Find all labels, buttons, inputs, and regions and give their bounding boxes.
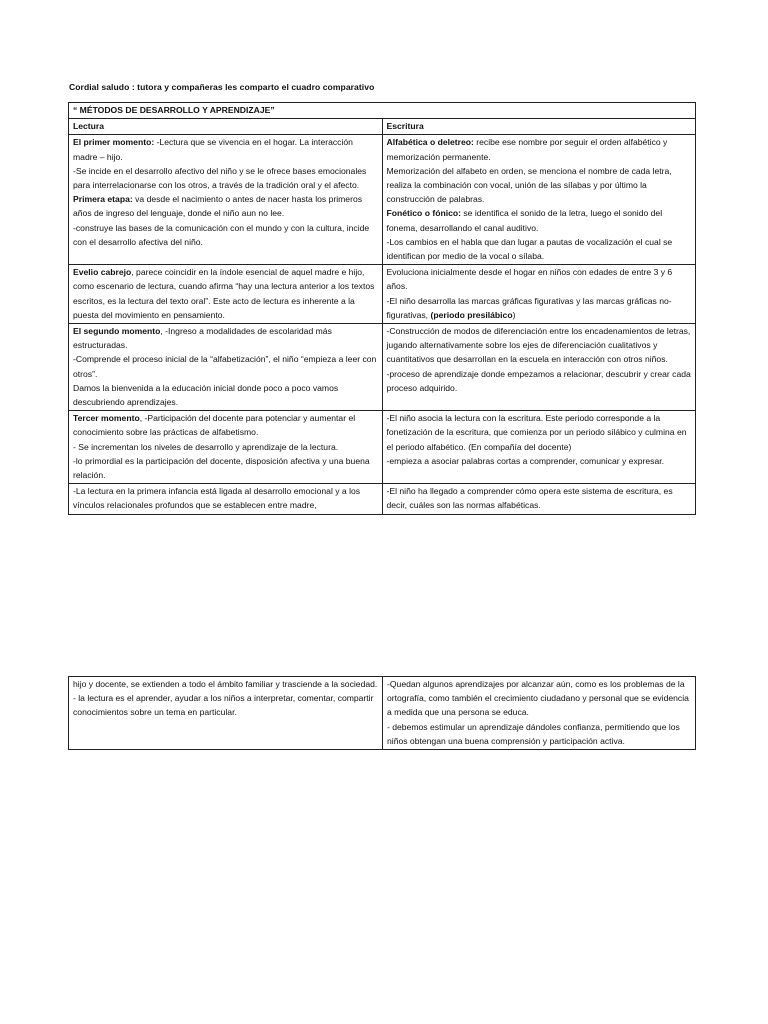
paragraph — [73, 352, 379, 380]
text: , -Participación del docente para potenciar y aumentar el conocimiento sobre las prácticas de alfabetismo. — [73, 413, 356, 438]
text: - la lectura es el aprender, ayudar a los niños a interpretar, comentar, compartir conocimientos sobre un tema en particular. — [73, 693, 374, 718]
text: -Quedan algunos aprendizajes por alcanzar aún, como es los problemas de la ortografía, como también el crecimiento ciudadano y personal que se evidencia a medida que una persona se educa. — [387, 679, 689, 718]
text: se identifica el sonido de la letra, luego el sonido del fonema, desarrollando el canal auditivo. — [386, 208, 663, 233]
paragraph — [73, 381, 379, 409]
greeting-text: Cordial saludo : tutora y compañeras les comparto el cuadro comparativo — [69, 82, 375, 92]
cell-lectura — [69, 265, 383, 324]
table-title-text: “ MÉTODOS DE DESARROLLO Y APRENDIZAJE” — [73, 105, 275, 115]
text: , parece coincidir en la índole esencial de aquel madre e hijo, como escenario de lectura, cuando afirma “hay una lectura anterior a los textos escritos, es la lectura del texto oral”. Este acto de lectura es inherente a la puesta del movimiento en pensamiento. — [73, 267, 375, 320]
text: recibe ese nombre por seguir el orden alfabético y memorización permanente. — [386, 137, 668, 162]
text: -El niño ha llegado a comprender cómo opera este sistema de escritura, es decir, cuáles son las normas alfabéticas. — [386, 486, 673, 511]
paragraph — [387, 235, 693, 263]
paragraph — [73, 265, 379, 322]
paragraph — [73, 440, 379, 454]
text: -empieza a asociar palabras cortas a comprender, comunicar y expresar. — [386, 455, 665, 466]
cell-lectura — [69, 135, 383, 265]
cell-lectura — [69, 484, 383, 514]
cell-escritura — [383, 677, 696, 750]
cell-lectura — [69, 677, 383, 750]
table-row — [69, 324, 696, 411]
cell-escritura — [382, 411, 696, 484]
paragraph — [387, 720, 692, 748]
text: , -Ingreso a modalidades de escolaridad más estructuradas. — [73, 326, 332, 351]
table-row — [69, 265, 696, 324]
header-lectura-text: Lectura — [73, 121, 105, 132]
text: -La lectura en la primera infancia está ligada al desarrollo emocional y a los vínculos relacionales profundos que se establecen entre madre, — [73, 486, 361, 511]
text: -Los cambios en el habla que dan lugar a pautas de vocalización el cual se identifican por medio de la vocal o sílaba. — [386, 236, 673, 262]
text: -Se incide en el desarrollo afectivo del niño y se le ofrece bases emocionales para interrelacionarse con los otros, a través de la tradición oral y el afecto. — [73, 165, 367, 191]
paragraph — [387, 135, 693, 163]
bold-text: Tercer momento — [73, 413, 140, 424]
header-escritura-text: Escritura — [386, 121, 424, 132]
table-body-continued — [69, 677, 696, 750]
bold-text: Primera etapa: — [73, 194, 133, 205]
paragraph — [387, 484, 693, 512]
paragraph — [387, 454, 693, 468]
cell-escritura — [382, 135, 696, 265]
bold-text: (periodo presilábico — [430, 309, 513, 320]
text: -lo primordial es la participación del docente, disposición afectiva y una buena relación. — [73, 455, 370, 481]
paragraph — [387, 677, 692, 720]
text: -El niño desarrolla las marcas gráficas figurativas y las marcas gráficas no-figurativas, — [386, 295, 672, 320]
paragraph — [73, 135, 379, 163]
cell-lectura — [69, 324, 383, 411]
text: ) — [512, 309, 516, 320]
table-header-row — [69, 119, 696, 135]
table-row — [69, 484, 696, 514]
text: hijo y docente, se extienden a todo el ámbito familiar y trasciende a la sociedad. — [73, 679, 378, 689]
text: -proceso de aprendizaje donde empezamos a relacionar, descubrir y crear cada proceso adquirido. — [386, 368, 691, 393]
paragraph — [73, 691, 379, 719]
table-row — [69, 411, 696, 484]
paragraph — [73, 484, 379, 512]
text: -Comprende el proceso inicial de la “alfabetización”, el niño “empieza a leer con otros”. — [73, 354, 377, 379]
table-row — [69, 677, 696, 750]
text: -El niño asocia la lectura con la escritura. Este periodo corresponde a la fonetización de la escritura, que comienza por un periodo silábico y culmina en el periodo alfabético. (En compañía del docente) — [386, 413, 687, 452]
paragraph — [387, 367, 693, 395]
cell-lectura — [69, 411, 383, 484]
paragraph — [387, 324, 693, 367]
paragraph — [73, 677, 379, 691]
bold-text: El segundo momento — [73, 326, 161, 337]
paragraph — [387, 265, 693, 293]
comparison-table-continued — [68, 676, 696, 750]
table-body — [69, 135, 696, 514]
text: -construye las bases de la comunicación con el mundo y con la cultura, incide con el desarrollo afectiva del niño. — [73, 222, 370, 247]
paragraph — [73, 454, 379, 482]
paragraph — [73, 192, 379, 220]
comparison-table — [68, 102, 696, 515]
bold-text: El primer momento: — [73, 137, 155, 148]
bold-text: Fonético o fónico: — [386, 208, 461, 219]
paragraph — [387, 164, 693, 207]
text: - Se incrementan los niveles de desarrollo y aprendizaje de la lectura. — [73, 441, 339, 452]
text: Memorización del alfabeto en orden, se menciona el nombre de cada letra, realiza la combinación con vocal, unión de las sílabas y por último la construcción de palabras. — [386, 165, 672, 205]
cell-escritura — [382, 484, 696, 514]
paragraph — [73, 221, 379, 249]
paragraph — [387, 294, 693, 322]
text: va desde el nacimiento o antes de nacer hasta los primeros años de ingreso del lenguaje, donde el niño aun no lee. — [73, 194, 363, 219]
table-title — [69, 103, 696, 119]
table-row — [69, 135, 696, 265]
bold-text: Alfabética o deletreo: — [386, 137, 474, 148]
text: -Lectura que se vivencia en el hogar. La interacción madre – hijo. — [73, 137, 353, 162]
cell-escritura — [382, 265, 696, 324]
text: Evoluciona inicialmente desde el hogar en niños con edades de entre 3 y 6 años. — [386, 267, 673, 292]
bold-text: Evelio cabrejo — [73, 267, 132, 278]
paragraph — [73, 411, 379, 439]
text: Damos la bienvenida a la educación inicial donde poco a poco vamos descubriendo aprendizajes. — [73, 382, 339, 408]
paragraph — [73, 324, 379, 352]
text: - debemos estimular un aprendizaje dándoles confianza, permitiendo que los niños obtengan una buena comprensión y participación activa. — [387, 721, 680, 746]
header-escritura — [382, 119, 696, 135]
paragraph — [73, 164, 379, 192]
text: -Construcción de modos de diferenciación entre los encadenamientos de letras, jugando alternativamente sobre los ejes de diferenciación cualitativos y cuantitativos que desarrollan en la escuela en interacción con otros niños. — [386, 326, 691, 365]
header-lectura — [69, 119, 383, 135]
table-title-row — [69, 103, 696, 119]
paragraph — [387, 411, 693, 454]
cell-escritura — [382, 324, 696, 411]
paragraph — [387, 206, 693, 234]
